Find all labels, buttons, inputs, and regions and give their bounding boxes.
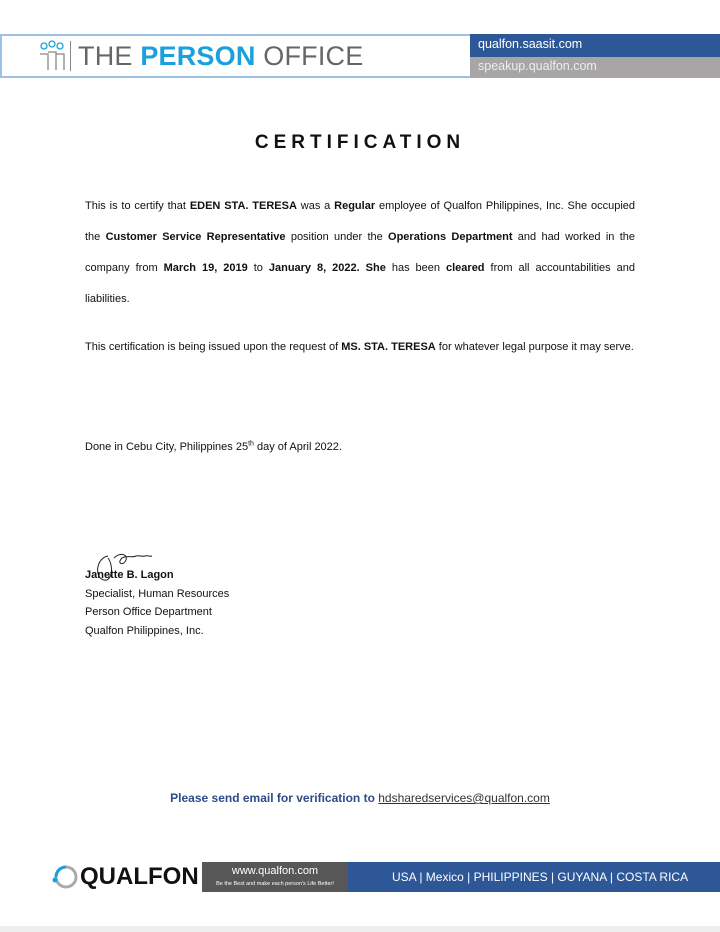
purpose-paragraph: This certification is being issued upon the request of MS. STA. TERESA for whatever legal purpose it may serve. [85,341,634,353]
footer-banner [50,862,720,892]
website-box [202,862,348,892]
signatory-department: Person Office Department [85,606,212,618]
website-link[interactable]: www.qualfon.com [231,865,319,877]
countries-list: USA | Mexico | PHILIPPINES | GUYANA | COSTA RICA [348,862,720,892]
saasit-link[interactable]: qualfon.saasit.com [470,34,720,57]
page-bottom-edge [0,926,720,932]
document-heading: CERTIFICATION [254,132,466,153]
qualfon-logo: QUALFON [50,863,202,891]
headset-icon [50,864,80,890]
speakup-link[interactable]: speakup.qualfon.com [470,57,720,78]
signatory-block [85,566,229,640]
signatory-name: Janette B. Lagon [85,569,174,581]
header-banner [0,34,470,78]
header-title: THE PERSON OFFICE [78,40,364,71]
signatory-title: Specialist, Human Resources [85,587,230,600]
divider [70,41,71,71]
header-links [470,34,720,78]
verification-note: Please send email for verification to hdsharedservices@qualfon.com [170,791,550,805]
tagline: Be the Best and make each person's Life Better! [216,881,334,887]
verification-email-link[interactable]: hdsharedservices@qualfon.com [378,791,550,805]
certification-paragraph: This is to certify that EDEN STA. TERESA was a Regular employee of Qualfon Philippines, Inc. She occupied the Customer Service Representative position under the Operations Department and had worked in the company from March 19, 2019 to January 8, 2022. She has been cleared from all accountabilities and liabilities. [85,200,636,305]
people-logo-icon [38,40,66,72]
signatory-company: Qualfon Philippines, Inc. [85,624,204,637]
date-paragraph: Done in Cebu City, Philippines 25th day of April 2022. [85,440,342,453]
